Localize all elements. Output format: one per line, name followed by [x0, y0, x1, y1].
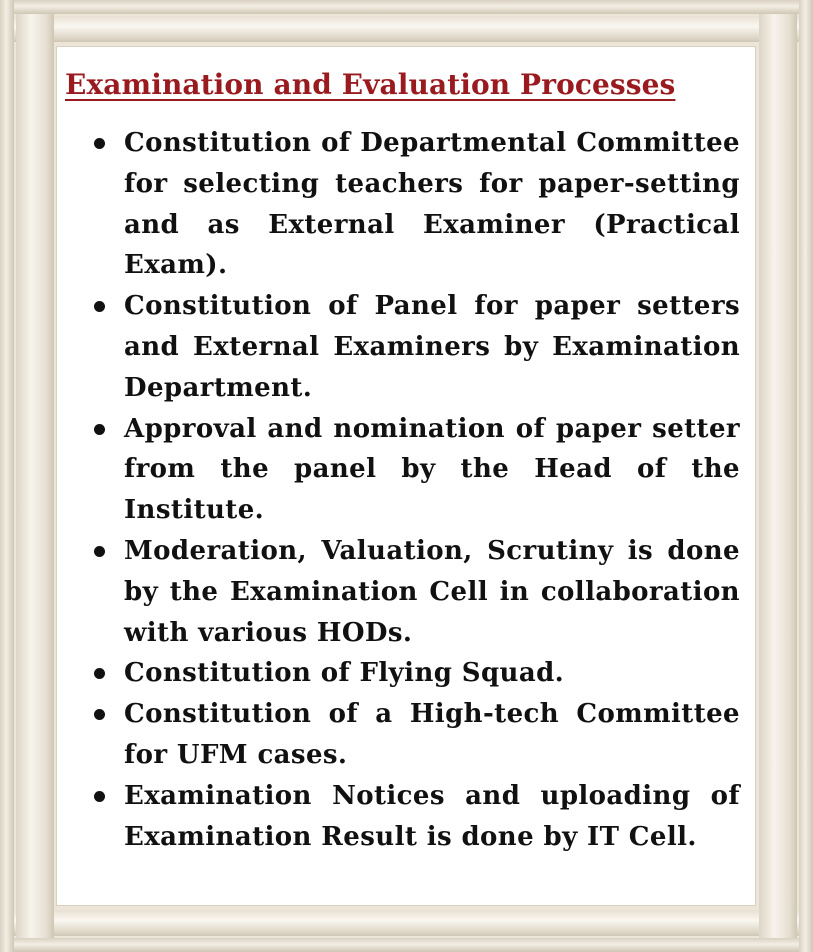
- frame-inner-right: [759, 14, 797, 938]
- list-item: Moderation, Valuation, Scrutiny is done by the Examination Cell in collaboration with various HODs.: [124, 531, 740, 653]
- list-item: Approval and nomination of paper setter from the panel by the Head of the Institute.: [124, 409, 740, 531]
- list-item: Constitution of a High-tech Committee for UFM cases.: [124, 694, 740, 776]
- frame-border-right: [799, 0, 813, 952]
- list-item: Constitution of Panel for paper setters and External Examiners by Examination Department.: [124, 286, 740, 408]
- list-item: Examination Notices and uploading of Examination Result is done by IT Cell.: [124, 776, 740, 858]
- process-list: [56, 123, 748, 857]
- content-panel: [56, 46, 756, 906]
- frame-border-left: [0, 0, 14, 952]
- list-item: Constitution of Departmental Committee for selecting teachers for paper-setting and as External Examiner (Practical Exam).: [124, 123, 740, 286]
- page-title: Examination and Evaluation Processes: [65, 68, 676, 101]
- list-item: Constitution of Flying Squad.: [124, 653, 740, 694]
- frame-border-top: [0, 0, 813, 14]
- frame-border-bottom: [0, 938, 813, 952]
- frame-inner-left: [16, 14, 54, 938]
- frame-inner-bottom: [14, 910, 799, 936]
- frame-inner-top: [14, 16, 799, 42]
